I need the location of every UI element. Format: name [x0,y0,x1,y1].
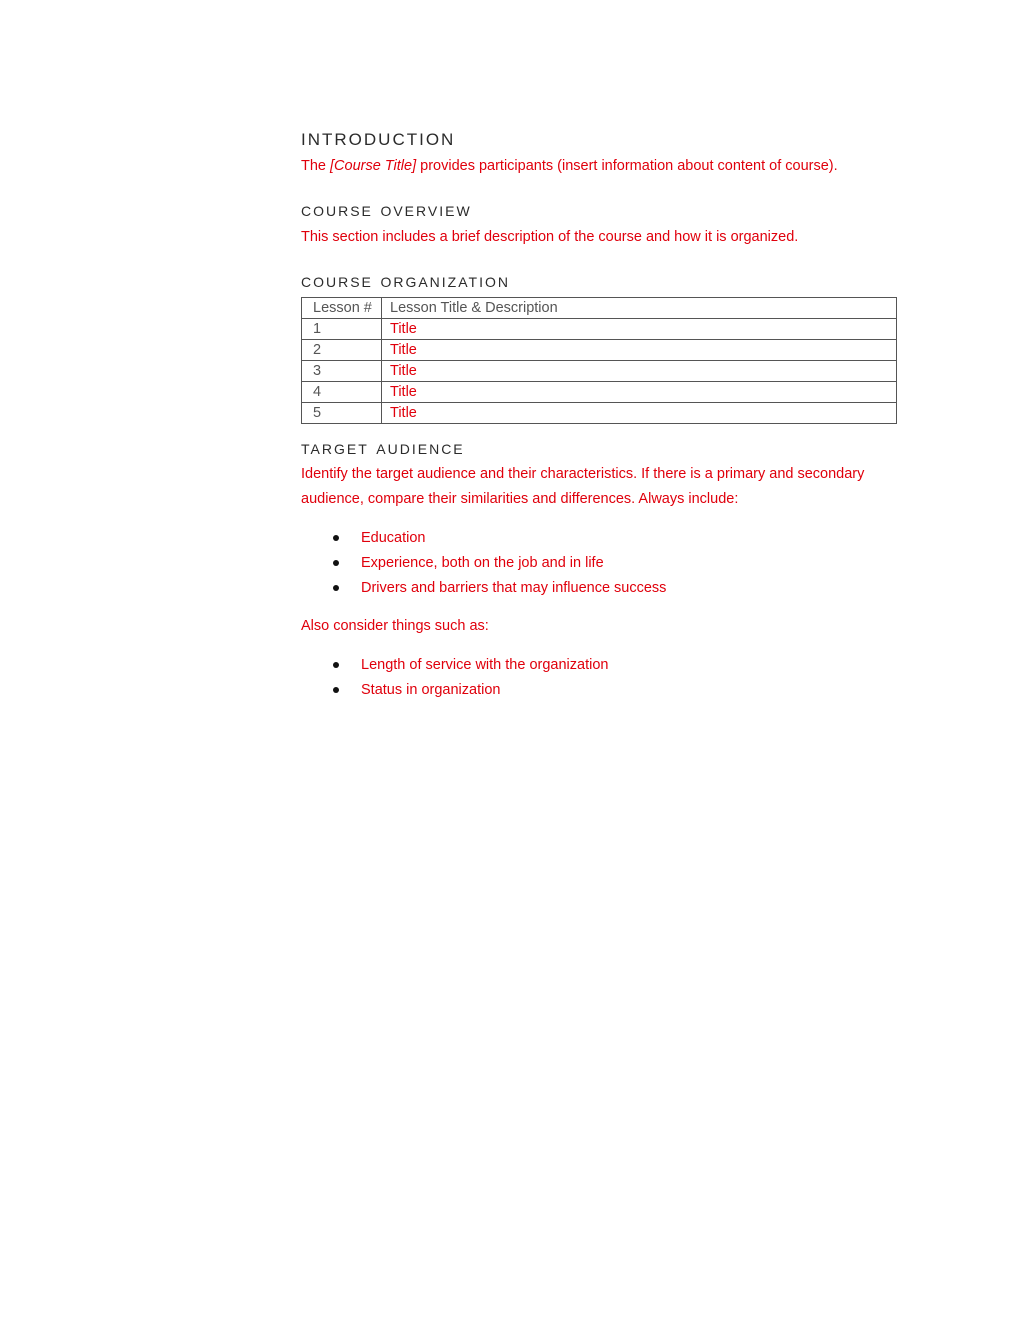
lesson-number-cell: 2 [302,340,382,361]
introduction-text-suffix: provides participants (insert information about content of course). [416,158,838,174]
list-item [301,576,897,601]
list-item-text: Status in organization [361,682,501,698]
list-item [301,678,897,703]
table-row [302,403,897,424]
lesson-title-cell: Title [382,382,897,403]
list-item [301,526,897,551]
lesson-title-cell: Title [382,403,897,424]
lesson-number-cell: 4 [302,382,382,403]
bullet-icon [333,585,339,591]
list-item-text: Experience, both on the job and in life [361,555,604,571]
lesson-title-cell: Title [382,361,897,382]
list-item [301,653,897,678]
course-organization-heading: course organization [301,270,510,292]
column-header-lesson-number: Lesson # [302,298,382,319]
lesson-title-cell: Title [382,340,897,361]
table-header-row [302,298,897,319]
list-item-text: Education [361,530,426,546]
table-row [302,361,897,382]
bullet-icon [333,687,339,693]
target-audience-heading: target audience [301,437,465,459]
document-page [301,118,897,703]
include-list [301,526,897,601]
consider-list [301,653,897,703]
introduction-heading: introduction [301,124,456,151]
introduction-text-prefix: The [301,158,331,174]
column-header-lesson-title: Lesson Title & Description [382,298,897,319]
table-row [302,340,897,361]
list-item [301,551,897,576]
course-overview-text: This section includes a brief description of the course and how it is organized. [301,229,799,245]
consider-text: Also consider things such as: [301,618,489,634]
course-overview-heading: course overview [301,199,472,221]
lesson-number-cell: 3 [302,361,382,382]
bullet-icon [333,535,339,541]
course-title-placeholder: [Course Title] [330,158,417,174]
list-item-text: Drivers and barriers that may influence success [361,580,667,596]
lesson-number-cell: 5 [302,403,382,424]
target-audience-text: Identify the target audience and their characteristics. If there is a primary and secondary audience, compare their similarities and differences. Always include: [301,466,865,507]
bullet-icon [333,662,339,668]
table-row [302,319,897,340]
bullet-icon [333,560,339,566]
lesson-number-cell: 1 [302,319,382,340]
list-item-text: Length of service with the organization [361,657,609,673]
table-row [302,382,897,403]
introduction-text [301,154,897,179]
lessons-table [301,297,897,424]
lesson-title-cell: Title [382,319,897,340]
